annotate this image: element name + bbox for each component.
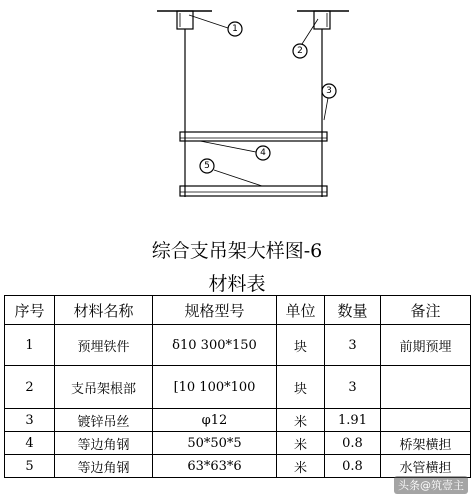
- cell-unit: 米: [277, 432, 325, 455]
- table-row: [5, 455, 471, 478]
- cell-spec: 50*50*5: [153, 432, 277, 455]
- table-title: 材料表: [208, 273, 266, 295]
- cell-spec: φ12: [153, 409, 277, 432]
- table-row: [5, 325, 471, 366]
- cell-material-name: 等边角钢: [55, 455, 153, 478]
- header-index: 序号: [5, 296, 55, 325]
- callout-2-label: 2: [297, 46, 303, 56]
- cell-quantity: 3: [325, 325, 381, 366]
- header-spec: 规格型号: [153, 296, 277, 325]
- header-quantity: 数量: [325, 296, 381, 325]
- header-unit: 单位: [277, 296, 325, 325]
- drawing-title: 综合支吊架大样图-6: [151, 240, 323, 262]
- cell-remark: [381, 409, 471, 432]
- cell-material-name: 预埋铁件: [55, 325, 153, 366]
- table-row: [5, 366, 471, 409]
- cell-unit: 块: [277, 366, 325, 409]
- callout-3-label: 3: [326, 86, 332, 96]
- cell-material-name: 支吊架根部: [55, 366, 153, 409]
- cell-spec: [10 100*100: [153, 366, 277, 409]
- cell-remark: 桥架横担: [381, 432, 471, 455]
- cell-quantity: 0.8: [325, 432, 381, 455]
- cell-unit: 块: [277, 325, 325, 366]
- callout-2-leader: [302, 19, 318, 44]
- callout-1-leader: [189, 15, 228, 28]
- callout-4-label: 4: [260, 148, 266, 158]
- cell-material-name: 镀锌吊丝: [55, 409, 153, 432]
- watermark: 头条@筑壹主: [394, 476, 468, 494]
- cell-remark: 前期预埋: [381, 325, 471, 366]
- cell-index: 2: [5, 366, 55, 409]
- left-root-bracket: [177, 11, 193, 29]
- cell-unit: 米: [277, 409, 325, 432]
- header-remark: 备注: [381, 296, 471, 325]
- cell-remark: 水管横担: [381, 455, 471, 478]
- cell-remark: [381, 366, 471, 409]
- water-pipe-crossarm: [180, 186, 327, 196]
- cell-index: 1: [5, 325, 55, 366]
- cell-spec: δ10 300*150: [153, 325, 277, 366]
- table-row: [5, 432, 471, 455]
- table-header-row: [5, 296, 471, 325]
- cell-index: 3: [5, 409, 55, 432]
- cell-material-name: 等边角钢: [55, 432, 153, 455]
- cell-unit: 米: [277, 455, 325, 478]
- cell-index: 4: [5, 432, 55, 455]
- callout-5-label: 5: [204, 161, 210, 171]
- callout-3-leader: [324, 98, 328, 120]
- cell-spec: 63*63*6: [153, 455, 277, 478]
- callout-5-leader: [214, 170, 262, 186]
- table-row: [5, 409, 471, 432]
- cell-quantity: 3: [325, 366, 381, 409]
- support-hanger-drawing: [0, 0, 474, 232]
- cable-tray-crossarm: [180, 132, 327, 141]
- right-root-bracket: [314, 11, 330, 29]
- cell-index: 5: [5, 455, 55, 478]
- callout-1-label: 1: [232, 24, 238, 34]
- cell-quantity: 1.91: [325, 409, 381, 432]
- material-table: [4, 295, 471, 478]
- header-material-name: 材料名称: [55, 296, 153, 325]
- callout-4-leader: [200, 141, 256, 152]
- cell-quantity: 0.8: [325, 455, 381, 478]
